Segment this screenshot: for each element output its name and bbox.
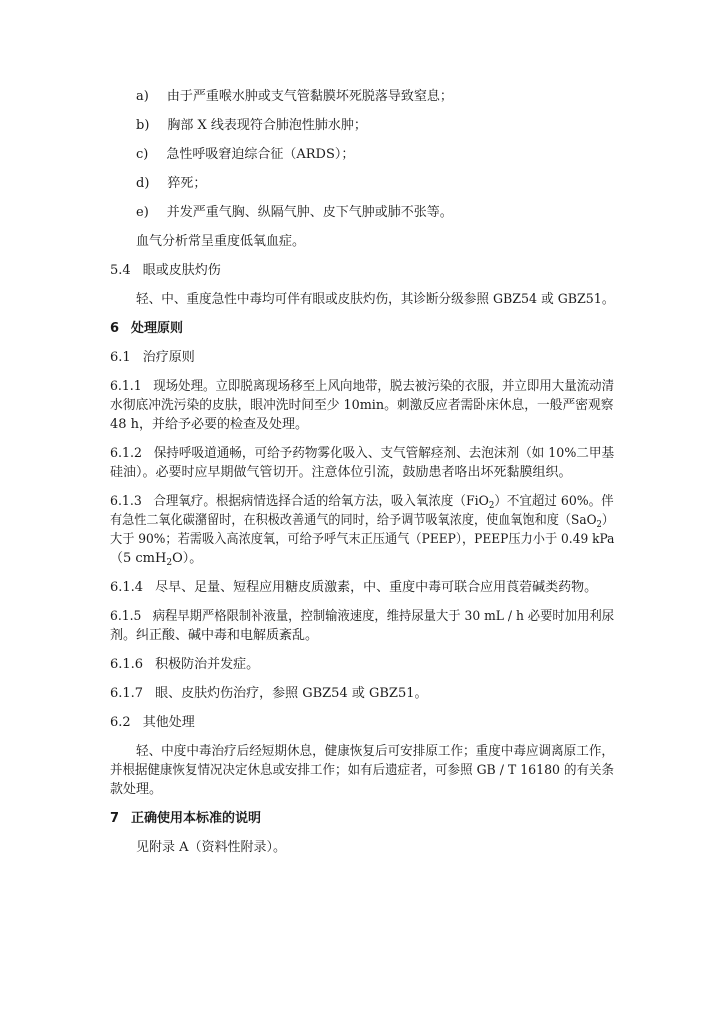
clause-text: 现场处理。立即脱离现场移至上风向地带，脱去被污染的衣服，并立即用大量流动清 [153,379,615,394]
clause-number: 6.1.7 [110,686,144,701]
clause-6-1-5-line-2: 剂。纠正酸、碱中毒和电解质紊乱。 [110,628,319,643]
clause-number: 6.1.1 [110,379,142,394]
list-marker: c) [136,147,149,162]
clause-text: （5 cmH [110,551,167,566]
list-text: 胸部 X 线表现符合肺泡性肺水肿； [167,118,367,133]
clause-text: 积极防治并发症。 [155,657,260,672]
clause-number: 6.1.6 [110,657,144,672]
section-heading-7 [110,811,261,827]
section-title: 正确使用本标准的说明 [131,811,262,826]
clause-6-1-7 [110,686,428,702]
list-item-e [136,205,453,221]
clause-number: 6.1.4 [110,580,144,595]
clause-6-1-1-line-2: 水彻底冲洗污染的皮肤，眼冲洗时间至少 10min。刺激反应者需卧床休息，一般严密观察 [110,398,614,413]
clause-text: ）不宜超过 60%。伴 [494,494,614,509]
section-6-2-line-2: 并根据健康恢复情况决定休息或安排工作；如有后遗症者，可参照 GB / T 16180 的有关条 [110,763,614,778]
clause-text: ） [601,513,615,528]
list-marker: a) [136,89,149,104]
section-number: 7 [110,811,120,826]
section-heading-5-4 [110,263,221,279]
section-title: 治疗原则 [142,350,195,365]
section-7-body: 见附录 A（资料性附录）。 [136,840,287,855]
clause-6-1-2-line-2: 硅油）。必要时应早期做气管切开。注意体位引流，鼓励患者咯出坏死黏膜组织。 [110,465,572,480]
clause-number: 6.1.5 [110,609,142,624]
clause-text: 有急性二氧化碳潴留时，在积极改善通气的同时，给予调节吸氧浓度，使血氧饱和度（SaO [110,513,597,528]
section-heading-6-2 [110,715,195,731]
section-heading-6-1 [110,350,195,366]
list-item-a [136,89,453,105]
section-6-2-line-3: 款处理。 [110,782,163,797]
clause-text: 合理氧疗。根据病情选择合适的给氧方法，吸入氧浓度（FiO [153,494,489,509]
list-item-b [136,118,367,134]
clause-6-1-3-line-1 [110,494,614,514]
subscript: 2 [166,558,173,568]
list-item-c [136,147,354,163]
section-5-4-body: 轻、中、重度急性中毒均可伴有眼或皮肤灼伤，其诊断分级参照 GBZ54 或 GBZ51。 [136,292,615,307]
section-title: 眼或皮肤灼伤 [142,263,221,278]
list-text: 急性呼吸窘迫综合征（ARDS）； [166,147,355,162]
section-number: 6 [110,321,120,336]
clause-6-1-3-line-2 [110,513,614,533]
list-marker: b) [136,118,150,133]
blood-gas-note: 血气分析常呈重度低氧血症。 [136,234,306,249]
section-number: 5.4 [110,263,131,278]
section-6-2-line-1: 轻、中度中毒治疗后经短期休息，健康恢复后可安排原工作；重度中毒应调离原工作， [136,744,615,759]
section-title: 处理原则 [131,321,184,336]
list-text: 猝死； [167,176,207,191]
list-marker: d) [136,176,150,191]
clause-6-1-5-line-1 [110,609,614,625]
clause-6-1-1-line-3: 48 h，并给予必要的检查及处理。 [110,417,309,432]
section-heading-6 [110,321,183,337]
section-number: 6.2 [110,715,131,730]
clause-text: 保持呼吸道通畅，可给予药物雾化吸入、支气管解痉剂、去泡沫剂（如 10%二甲基 [153,446,615,461]
list-text: 并发严重气胸、纵隔气肿、皮下气肿或肺不张等。 [166,205,453,220]
clause-text: 尽早、足量、短程应用糖皮质激素，中、重度中毒可联合应用莨菪碱类药物。 [155,580,598,595]
clause-6-1-2-line-1 [110,446,614,462]
clause-text: 眼、皮肤灼伤治疗，参照 GBZ54 或 GBZ51。 [155,686,428,701]
clause-text: 病程早期严格限制补液量，控制输液速度，维持尿量大于 30 mL / h 必要时加用利尿 [152,609,615,624]
clause-number: 6.1.3 [110,494,142,509]
clause-number: 6.1.2 [110,446,143,461]
list-marker: e) [136,205,149,220]
clause-6-1-6 [110,657,259,673]
section-number: 6.1 [110,350,131,365]
subscript: 2 [488,501,495,511]
list-text: 由于严重喉水肿或支气管黏膜坏死脱落导致窒息； [166,89,453,104]
subscript: 2 [596,520,602,530]
section-title: 其他处理 [142,715,195,730]
clause-6-1-3-line-3: 大于 90%；若需吸入高浓度氧，可给予呼气末正压通气（PEEP），PEEP压力小于 0.49 kPa [110,532,615,547]
clause-6-1-1-line-1 [110,379,614,395]
clause-text: O）。 [172,551,203,566]
clause-6-1-3-line-4 [110,551,202,571]
list-item-d [136,176,206,192]
clause-6-1-4 [110,580,597,596]
